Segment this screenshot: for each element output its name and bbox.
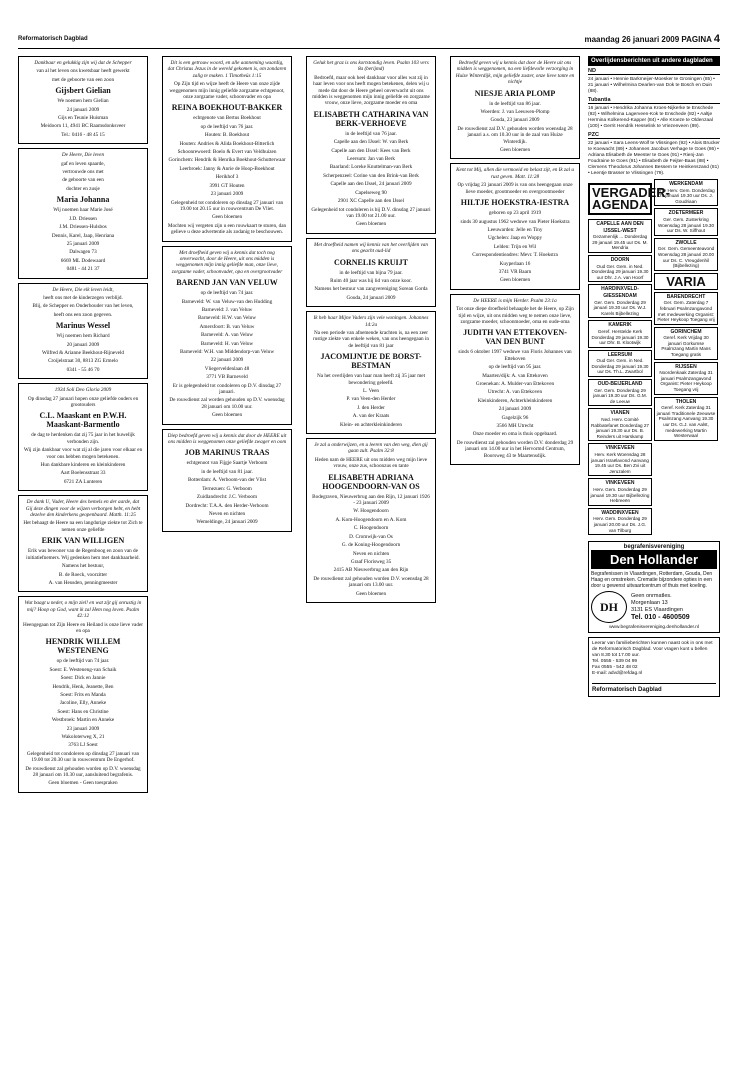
agenda-body: Oud Ger. Gem. in Ned. Donderdag 29 januari 19.30 uur Ds. Th.L. Zwartbol (591, 358, 649, 375)
notice-detail: Leeuwarden: Jelle en Tiny (487, 226, 543, 233)
agenda-item (588, 508, 652, 535)
notice-detail: 3741 VR Baarn (498, 268, 532, 275)
notice-line: gaf en leven spaarde, (61, 160, 105, 167)
agenda-place: WADDINXVEEN (601, 509, 639, 516)
notice-detail: Houten: B. Boekhout (204, 132, 250, 139)
notice-detail: A. van der Kraats (352, 413, 390, 420)
agenda-item (588, 219, 652, 253)
notice-detail: Capelseweg 90 (355, 189, 387, 196)
notice-detail: G. de Koning-Hoogendoorn (341, 542, 401, 549)
notice-name: C.L. Maaskant en P.W.H. Maaskant-Barmentlo (39, 411, 127, 430)
notice-detail: Gouda, 23 januari 2009 (490, 117, 540, 124)
notice-detail: Barneveld: W.H. van Middendorp-van Veluw (179, 349, 275, 355)
notice-line: Op vrijdag 23 januari 2009 is van ons heengegaan onze lieve moeder, grootmoeder en overgrootmoeder (457, 182, 573, 195)
notice-line: De HEERE is mijn Herder. Psalm 23:1a (473, 297, 557, 304)
notice-line: Dit is een getrouw woord, en alle aanneming waardig, dat Christus Jezus in de wereld gekomen is, om zondaren zalig te maken. 1 Timotheüs 1:15 (167, 60, 287, 79)
notice-name: JUDITH VAN ETTEKOVEN-VAN DEN BUNT (463, 328, 567, 347)
notice-detail: Wilfred & Arianne Beekhout-Rijneveld (41, 349, 125, 356)
page-header (18, 33, 720, 49)
death-notice (450, 56, 580, 159)
agenda-body: Ger. Gem. Zaterdag 7 februari Psalmzangavond met medewerking Organist: Pieter Heykoop Toegang vrij (657, 300, 715, 323)
advert-desc: Begrafenissen in Vlaardingen, Rotterdam, Gouda, Den Haag en omstreken. Crematie bijzondere opties in een door u gewenst uitvaartcentrum of thuis met koeling. (591, 571, 713, 590)
notice-name: ERIK VAN WILLIGEN (41, 536, 125, 546)
notice-detail: Dordrecht: T.A.A. den Herder-Verboom (185, 502, 269, 509)
notice-detail: in de leeftijd van 76 jaar. (345, 130, 397, 137)
notice-line: Geluk het graz is ons kortstondig leven. Psalm 103 vers 8a (berijmd) (313, 60, 429, 73)
agenda-place: VINKEVEEN (605, 445, 635, 452)
rd-logo: Reformatorisch Dagblad (592, 683, 716, 693)
notice-detail: Er is gelegenheid tot condoleren op D.V. dinsdag 27 januari. (172, 382, 282, 396)
page-date: maandag 26 januari 2009 PAGINA 4 (584, 33, 720, 45)
agenda-item (588, 478, 652, 505)
paper-title: Reformatorisch Dagblad (18, 36, 88, 42)
notice-detail: Dalwagen 73 (69, 249, 97, 256)
notice-detail: Mochten wij vergeten zijn u een rouwkaart te sturen, dan gelieve u deze advertentie als zodanig te beschouwen. (167, 222, 287, 236)
death-notice (306, 438, 436, 603)
notice-name: Maria Johanna (56, 195, 110, 205)
death-notice (306, 238, 436, 307)
rd-tel: Tel. 0555 - 539 04 99 (592, 659, 638, 665)
death-notice (18, 383, 148, 491)
notice-detail: Amersfoort: B. van Veluw (199, 323, 255, 330)
notice-detail: Kleinkinderen, Achterkleinkinderen (477, 397, 553, 404)
notice-detail: 2415 AB Nieuwerbrug aan den Rijn (333, 567, 409, 574)
notice-detail: Graaf Florisweg 35 (350, 558, 392, 565)
notice-detail: Woerden: J. van Leeuwen-Plomp (480, 109, 550, 116)
notice-line: vertrouwde ons met (62, 169, 104, 176)
notice-line: Tot onze diepe droefheid behaagde het de Heere, op Zijn tijd en wijze, uit ons midden weg te nemen onze lieve, zorgzame moeder, schoonmoeder, oma en oude-oma (456, 306, 574, 325)
addr-3: 3131 ES Vlaardingen (631, 607, 683, 614)
addr-2: Morgenlaan 13 (631, 600, 668, 607)
notice-detail: Baarland: Loreke Knuttelman-van Berk (329, 164, 413, 171)
notice-detail: geboren op 23 april 1919 (488, 210, 542, 217)
agenda-place: BARENDRECHT (666, 293, 706, 300)
notice-detail: Capelle aan den IJssel: Kees van Berk (331, 147, 411, 154)
notice-line: van al het leven ons kwetsbaar heeft gewerkt (36, 68, 130, 75)
notice-detail: Geen bloemen (355, 221, 387, 228)
notice-detail: Dennis, Karel, Jaap, Henriana (51, 232, 115, 239)
notice-line: Met droefheid geven wij u kennis dat toch nog onverwacht, door de Heere, uit ons midden is weggenomen mijn innig geliefde man, onze lieve, zorgzame vader, schoonvader, opa en overgrootvader (171, 249, 283, 275)
agenda-body: Geref. Kerk Zaterdag 31 januari Traditionele Zeeuwse Psalmzang Aanvang 19.30 uur Ds. G.J. van Aalst, medewerking Martin Westerwaal (656, 405, 716, 439)
notice-detail: A. van Heusden, penningmeester (48, 579, 118, 586)
notice-detail: Botterdam: A. Verboom-van der Vlist (187, 477, 267, 484)
notice-detail: in de leeftijd van bijna 79 jaar. (339, 269, 403, 276)
agenda-body: Ned. Herv. Comité Rabbatefanet Donderdag 27 januari 19.30 uur Ds. B. Reinders uit Harskamp (591, 417, 649, 439)
agenda-item (588, 443, 652, 476)
notice-detail: De rouwdienst zal D.V. gehouden worden woensdag 28 januari a.s. om 10.30 uur in de zaal van Huize Winterdijk. (457, 125, 573, 145)
notice-detail: Groenekan: A. Mulder-van Ettekoven (475, 381, 555, 387)
notice-detail: Vliegerveldenlaan 48 (204, 365, 250, 372)
pzc-label: PZC (588, 132, 720, 139)
agenda-body: Gezamenlijk ... Donderdag 29 januari 19.45 uur Ds. M. Mendria (592, 234, 648, 251)
agenda-left (588, 179, 671, 537)
notice-detail: 23 januari 2009 (210, 191, 244, 198)
sidebar (588, 56, 720, 697)
notice-detail: 24 januari 2009 (66, 106, 100, 113)
agenda-place: OUD-BEIJERLAND (597, 381, 643, 388)
notice-line: De dank U, Vader, Heere des hemels en der aarde, dat Gij deze dingen voor de wijzen verborgen hebt, en hebt dezelve den kinderkens geopenbaard. Matth. 11:25 (25, 499, 141, 519)
notice-detail: Houten: Andries & Alida Boekhout-Bitterlich (179, 140, 275, 147)
agenda-body: Herv. Gem. Donderdag 29 januari 20.00 uur Ds. J.G. van Tilburg (593, 516, 647, 533)
death-notice (18, 495, 148, 592)
death-notice (18, 283, 148, 380)
notice-detail: Klein- en achterkleinkinderen (340, 421, 402, 428)
notice-detail: Geen bloemen - Geen toespraken (48, 780, 118, 787)
notice-detail: sinds 6 oktober 1997 weduwe van Floris Johannes van Ettekoven (458, 349, 572, 362)
notice-line: Bedroefd, maar ook heel dankbaar voor alles wat zij in haar leven voor ons heeft mogen betekenen, delen wij u mede dat door de Heere geheel onverwacht uit ons midden is weggenomen mijn innig geliefde en zorgzame vrouw, onze lieve, zorgzame moeder en oma (312, 74, 430, 107)
notice-detail: P. van Veen-den Herder (346, 396, 396, 403)
notice-detail: Neven en nichten (352, 550, 390, 557)
notice-detail: Na het overlijden van haar man heeft zij 35 jaar met bewondering geleefd. (316, 373, 426, 386)
agenda-place: WERKENDAM (669, 181, 703, 187)
notice-line: heeft ons een zoon gegeven. (53, 311, 113, 318)
notice-detail: op de leeftijd van 74 jaar. (200, 290, 254, 297)
notice-detail: 25 januari 2009 (66, 240, 100, 247)
notice-detail: Leerbroek: Janny & Anrie de Hoop-Boekhout (179, 165, 275, 172)
notice-detail: Barneveld: H.W. van Veluw (197, 315, 257, 322)
notice-name: NIESJE ARIA PLOMP (474, 88, 556, 98)
notice-line: Op dinsdag 27 januari hopen onze geliefde ouders en grootouders (27, 395, 139, 408)
advert-den-hollander (588, 541, 720, 633)
agenda-place: VINKEVEEN (605, 480, 635, 487)
notice-detail: 0341 - 55 46 70 (66, 366, 100, 373)
agenda-body: Herv. Gem. Donderdag 29 januari 19.30 uur Bijbellezing Hebreeën (590, 486, 650, 504)
notice-detail: 20 januari 2009 (66, 341, 100, 348)
agenda-place: KAMERIK (608, 322, 632, 329)
notice-name: BAREND JAN VAN VELUW (176, 278, 278, 288)
notice-detail: Bodegraven, Nieuwerbrug aan den Rijn, 12 januari 1926 - 23 januari 2009 (312, 493, 430, 507)
notice-detail: Ruim 40 jaar was hij lid van onze koor. (330, 277, 412, 284)
notice-detail: op de leeftijd van 76 jaar. (200, 123, 254, 130)
notice-detail: Lelden: Trijn en Wil (493, 243, 537, 250)
death-notice (162, 429, 292, 532)
agenda-body: Ger. Gem. Zusterkring Woensdag 28 januari 19.30 uur Ds. W. Silfhout (657, 216, 715, 234)
notice-detail: Onze moeder en oma is thuis opgebaard. (472, 431, 558, 438)
column-3 (306, 56, 436, 607)
agenda-right (654, 179, 718, 537)
notice-detail: Gagelzijk 96 (501, 414, 529, 421)
notice-line: Diep bedroefd geven wij u kennis dat door de HEERE uit ons midden is weggenomen onze geliefde zwager en oom (167, 432, 287, 446)
agenda-item (588, 255, 652, 282)
notice-detail: Correspondentieadres: Mevr. T. Hoekstra (472, 252, 558, 259)
notice-name: HENDRIK WILLEM WESTENENG (45, 637, 121, 656)
notice-line: Bedroefd geven wij u kennis dat door de Heere uit ons midden is weggenomen, na een liefdevolle verzorging in Huize Winterdijk, mijn geliefde zuster, onze lieve tante en nichtje (455, 60, 575, 86)
notice-name: REINA BOEKHOUT-BAKKER (171, 103, 283, 113)
agenda-body: Ger. Gem. Donderdag 29 januari 19.30 uur Ds. W.J. Karels Bijbellezing (593, 299, 647, 316)
notice-detail: C. Hoogendoorn (353, 525, 389, 532)
dh-logo-icon: DH (591, 591, 627, 623)
notice-detail: We noemen hem Gielian (57, 98, 109, 105)
notice-detail: Scherpenzeel: Corine van den Brink-van Berk (323, 172, 419, 179)
notice-line: Dankbaar en gelukkig zijn wij dat de Schepper (34, 60, 132, 66)
addr-1: Geen onrmatles. (631, 593, 672, 600)
notice-detail: Neven en nichten (208, 510, 246, 517)
notice-name: HILTJE HOEKSTRA-IESTRA (460, 198, 570, 208)
notice-line: de geboorte van een (62, 177, 104, 184)
notice-line: Kent tot Mij, allen die vermoeid en belast zijt, en Ik zal u rust geven. Matt. 11:28 (456, 167, 574, 180)
notice-detail: Utrecht: A. van Ettekoven (487, 389, 543, 396)
notice-detail: Barneveld: H. van Veluw (200, 340, 254, 347)
notice-detail: Ternezuen: G. Verboom (202, 485, 252, 492)
advert-url[interactable]: www.begrafenisvereniging.denhollander.nl (609, 625, 699, 631)
notice-detail: Aart Boelensstraat 33 (60, 470, 106, 477)
notice-detail: Leersum: Jan van Berk (347, 156, 395, 163)
agenda-place: HARDINXVELD-GIESSENDAM (601, 286, 639, 299)
notice-detail: Wakoloterweg X, 21 (61, 734, 105, 740)
agenda-item (588, 284, 652, 318)
agenda-item (588, 379, 652, 406)
notice-detail: Namens het bestuur, (61, 563, 105, 570)
notice-detail: 0481 - 44 21 37 (66, 266, 100, 273)
notice-detail: Westbroek: Martin en Anneke (51, 717, 115, 724)
notice-detail: L. Veen (362, 388, 380, 394)
death-notice (450, 163, 580, 289)
agenda-item (654, 397, 718, 441)
notice-detail: Soest: Dick en Jannie (60, 675, 106, 682)
agenda-body: Geref. Herstelde Kerk Donderdag 29 januari 19.30 uur Dhr. B. Klootwijk (591, 328, 649, 346)
notice-line: Het behaagt de Heere na een langdurige ziekte tot Zich te nemen onze geliefde (23, 520, 143, 533)
tubantia-label: Tubantia (588, 97, 720, 104)
notice-detail: Gelegenheid tot condoleren is bij D.V. dinsdag 27 januari van 19.00 tot 21.00 uur. (311, 206, 431, 219)
notice-line: 1934 Soli Deo Gloria 2009 (54, 387, 112, 394)
advert-address (591, 591, 717, 623)
notice-detail: Wemeldinge, 24 januari 2009 (196, 519, 258, 526)
agenda-item (654, 292, 718, 325)
notice-detail: sinds 30 augustus 1962 weduwe van Pieter Hoekstra (460, 218, 570, 225)
notice-detail: 2901 XC Capelle aan den IJssel (337, 198, 405, 205)
nd-text: 24 januari • Hennie Barkmeijer-Moesker te Groningen (85) • 21 januari • Wilhelmina Dearlen-van Dok te Bosch en Duin (88). (588, 77, 715, 94)
notice-detail: 24 januari 2009 (498, 406, 532, 413)
notice-detail: 6669 ML Dodewaard (60, 257, 106, 264)
service-title: Overlijdensberichten uit andere dagbladen (588, 56, 720, 66)
notice-detail: Soest: Hans en Christine (57, 708, 109, 715)
agenda-item (588, 350, 652, 377)
notice-detail: 3991 GT Houten (209, 182, 245, 189)
agenda-body: Geref. Kerk Vrijdag 30 januari Gorkumse Psalmzang Martin Mans Toegang gratis (661, 335, 711, 358)
notice-detail: Wij noemen hem Richard (56, 333, 110, 340)
agenda-item (588, 320, 652, 347)
notice-detail: J.M. Driessen-Hulsbos (59, 224, 107, 231)
notice-detail: Geen bloemen (499, 277, 531, 284)
notice-detail: D. Cromwijk-van Os (349, 533, 393, 540)
advert-top: begrafenisvereniging (623, 544, 685, 551)
death-notice (18, 148, 148, 278)
notice-name: JACOMIJNTJE DE BORST-BESTMAN (320, 352, 422, 371)
agenda-place: DOORN (610, 256, 630, 263)
agenda-place: LEERSUM (607, 351, 633, 358)
notice-detail: 23 januari 2009 (66, 725, 100, 732)
notice-detail: Soest: Frits en Manda (60, 691, 106, 698)
tubantia-text: 16 januari • Hendrika Johanna Kroes-Nijkerke te Enschede (92) • Wilhelmina Lagerveen-Kok te Enschede (82) • Aaltje Hermina Kolkerend-Kapper (84) • Alle Kroeze te Oldenzaal (100) • Gerrit Hendrik Hesselink te Vriezenveen (89). (588, 106, 714, 129)
notice-line: Wat baagt u neder, o mijn ziel! en wat zijt gij onrustig in mij? Hoop op God, want ik zal Hem nog loven. Psalm 42:12 (24, 600, 142, 620)
death-notice (162, 56, 292, 242)
notice-detail: Gijs en Teunie Huisman (57, 115, 109, 122)
advert-tel: Tel. 010 - 4600509 (631, 614, 690, 622)
notice-detail: Gelegenheid tot condoleren op dinsdag 27 januari van 19.00 tot 20.30 uur in rouwcentrum De Engerhof. (26, 750, 140, 764)
notice-detail: Hun dankbare kinderen en kleinkinderen (40, 462, 126, 469)
notice-detail: Zuidlandrecht: J.C. Verboom (196, 494, 258, 501)
agenda-place: GORINCHEM (670, 328, 702, 335)
notice-line: Blij, de Schepper en Onderhouder van het leven, (32, 303, 134, 310)
notice-detail: Maarten/dijk: A. van Ettekoven (482, 372, 548, 379)
notice-detail: Herikhof 3 (215, 174, 239, 181)
notice-line: Op Zijn tijd en wijze heeft de Heere van onze zijde weggenomen mijn innig geliefde zorgzame echtgenoot, onze zorgzame vader, schoonvader en opa (169, 81, 285, 101)
notice-detail: Barneveld: A. van Veluw (200, 332, 254, 339)
notice-detail: Barneveld: J. van Veluw (201, 306, 253, 313)
notice-detail: J. den Herder (357, 404, 385, 411)
death-notice (18, 56, 148, 144)
death-notice (450, 294, 580, 465)
agenda-item (654, 179, 718, 206)
agenda-place: CAPELLE AAN DEN IJSSEL-WEST (596, 221, 644, 234)
notice-detail: Gouda, 24 januari 2009 (346, 294, 396, 301)
notice-detail: Geen bloemen (499, 147, 531, 154)
notice-detail: Ugchelen: Jaap en Woppy (487, 235, 543, 242)
notice-detail: op de leeftijd van 95 jaar. (488, 364, 542, 371)
notice-name: ELISABETH ADRIANA HOOGENDOORN-VAN OS (322, 472, 420, 491)
agenda-body: Noordenkaak Zaterdag 31 januari Psalmzangavond Organist: Pieter Heykoop Toegang vrij (659, 370, 713, 393)
rd-contact (588, 637, 720, 697)
notice-detail: Geen bloemen (211, 412, 243, 419)
agenda-body: Oud Ger. Gem. in Ned. Donderdag 29 januari 19.30 uur Dhr. J.A. van Hoorf (591, 263, 649, 280)
advert-name: Den Hollander (591, 550, 717, 569)
notice-detail: Capelle aan den IJssel, 24 januari 2009 (330, 181, 412, 188)
rd-text: Leerar van familieberichten kunnen naast ook in ons met de Reformatorisch Dagblad. Voor vragen kunt u bellen van 8.30 tot 17.00 uur. (592, 641, 713, 659)
notice-line: met de geboorte van een zoon (51, 76, 115, 83)
death-notice (306, 311, 436, 434)
notice-detail: Gelegenheid tot condoleren op dinsdag 27 januari van 19.00 tot 20.15 uur in rouwcentrum De Vliet. (170, 199, 284, 212)
agenda-item (654, 208, 718, 235)
death-notice (306, 56, 436, 234)
notice-line: De Heere, Die leven (61, 152, 105, 159)
notice-detail: A. Kom-Hoogendoorn en A. Kom (335, 516, 407, 523)
notice-line: Ik heb haar Mijne Vaders zijn vele woningen. Johannes 14:2a (313, 315, 429, 328)
notice-detail: De rouwdienst zal gehouden worden D.V. donderdag 29 januari om 14.00 uur in het Hervormd Centrum, Boorsweg 43 te Maartensdijk. (456, 439, 574, 459)
death-notice (18, 596, 148, 793)
notice-detail: J.D. Driessen (69, 215, 97, 222)
notice-detail: 3771 VB Barneveld (206, 374, 248, 381)
notice-detail: echtgenoot van Fijgje Saartje Verboom (186, 460, 268, 467)
notice-detail: 3566 MH Utrecht (496, 423, 534, 430)
column-4 (450, 56, 580, 469)
notice-detail: in de leeftijd van 86 jaar. (489, 100, 541, 107)
agenda-body: Vrije Herv. Gem. Donderdag 29 januari 19.30 uur Ds. J. Goudriaan (657, 187, 715, 204)
agenda-body: Herv. Kerk Woensdag 28 januari Israëlavond Aanvang 19.45 uur Ds. Ben Zvi uit Jeruzalem (591, 452, 649, 474)
death-notice (162, 246, 292, 425)
notice-detail: echtgenote van Bertus Boekhout (193, 115, 261, 122)
notice-detail: Hendrik, Henk, Jeanette, Ben (52, 683, 114, 690)
agenda-place: VIANEN (610, 410, 630, 417)
column-1 (18, 56, 148, 797)
notice-detail: Tel.: 0416 - 48 45 15 (61, 131, 105, 138)
notice-detail: W. Hoogendoorn (353, 508, 389, 515)
notice-detail: in de leeftijd van 81 jaar. (201, 468, 253, 475)
notice-detail: De rouwdienst zal gehouden worden op D.V. woensdag 28 januari om 10.30 uur, aansluitend begrafenis. (25, 765, 141, 779)
agenda-title: VERGADER-AGENDA (588, 183, 652, 215)
notice-line: Met droefheid namen wij kennis van het overlijden van ons geacht oud-lid (314, 241, 428, 255)
notice-detail: de dag te herdenken dat zij 75 jaar in het huwelijk verbonden zijn. (31, 432, 135, 445)
notice-name: Gijsbert Gielian (55, 86, 111, 96)
nd-label: ND (588, 68, 720, 75)
agenda-body: Ger. Gem. Gemeenteavond Woensdag 28 januari 20.00 uur Ds. C. Vreugdenhil (Bijbellezing) (657, 246, 715, 269)
notice-detail: De rouwdienst zal gehouden worden D.V. woensdag 28 januari om 13.00 uur. (313, 575, 429, 589)
notice-detail: Geen bloemen (211, 214, 243, 221)
rd-mail[interactable]: E-mail: advd@refdag.nl (592, 671, 643, 677)
notice-detail: Wij noemen haar Marie José (53, 207, 113, 214)
agenda-place: RIJSSEN (675, 363, 697, 370)
pzc-text: 22 januari • Sara Leens-Wolf te Vlissingen (92) • Alois Brucker te Koewacht (89) • Johannes Jacobus Verhage te Goes (86) • Adriana Elisabeth de Meester te Goes (91) • Rienj-Jan Foudraine te Goes (91) • Elisabeth de Feijter-Baas (88) • Clemens Theodorus Johannes Bessem te Heinkenszand (81) • Leentje Brasser te Vlissingen (79). (588, 141, 720, 176)
notice-detail: Namens het bestuur van zangvereniging Sorean Gorda (314, 286, 428, 293)
notice-detail: op de leeftijd van 74 jaar. (56, 658, 110, 665)
notice-line: dochter en zusje (66, 185, 100, 192)
agenda-place: THOLEN (675, 398, 697, 405)
notice-detail: Geen bloemen (355, 590, 387, 597)
notice-line: Heden nam de HEERE uit ons midden weg mijn lieve vrouw, onze zus, schoonzus en tante (314, 456, 428, 470)
agenda-item (654, 327, 718, 360)
varia-title: VARIA (654, 273, 718, 290)
agenda-place: ZOETERMEER (668, 210, 704, 217)
agenda-item (588, 408, 652, 441)
notice-detail: 3763 LJ Soest (68, 742, 98, 749)
notice-detail: Wij zijn dankbaar voor wat zij al die jaren voor elkaar en voor ons hebben mogen betekenen. (23, 447, 143, 460)
notice-detail: De rouwdienst zal worden gehouden op D.V. woensdag 28 januari om 10.00 uur. (169, 397, 285, 410)
notice-line: Heengegaan tot Zijn Heere en Heiland is onze lieve vader en opa (23, 621, 143, 634)
notice-name: CORNELIS KRUIJT (333, 257, 408, 267)
agenda-grid (588, 179, 720, 537)
notice-detail: Meidoorn 11, 4941 BC Raamsdonksveer (40, 123, 126, 130)
notice-detail: Kuyperlaan 16 (499, 260, 531, 267)
notice-name: ELISABETH CATHARINA VAN BERK-VERHOEVE (313, 109, 429, 128)
notice-detail: Croijelstraat 30, 8813 ZG Ermelo (48, 358, 118, 365)
notice-detail: Soest: E. Westeneng-van Schaik (49, 666, 117, 673)
notice-detail: 6721 ZA Lunteren (63, 478, 103, 485)
notice-line: Na een periode van afnemende krachten is, na een zeer rustige ziekte van enkele weken, van ons heengegaan in de leeftijd van 81 jaar (313, 329, 429, 349)
column-2 (162, 56, 292, 536)
notice-name: Marinus Wessel (55, 321, 111, 331)
agenda-item (654, 362, 718, 395)
notice-detail: Schoonrewoerd: Boelo & Evert van Veldhuizen (177, 149, 277, 156)
notice-line: De Heere, Die elk leven leidt, (52, 286, 114, 293)
rd-fax: Fax 0555 - 542 48 02 (592, 665, 638, 671)
notice-detail: B. de Roeck, voorzitter (58, 571, 108, 578)
notice-detail: 22 januari 2009 (210, 357, 244, 364)
notice-detail: Jacoline, Elly, Anneke (59, 700, 107, 707)
notice-name: JOB MARINUS TRAAS (184, 448, 270, 458)
notice-line: Je zal u onderwijzen, en u leeren van den weg, dien gij gaan zult. Psalm 32:8 (314, 442, 428, 455)
agenda-place: ZWOLLE (675, 239, 697, 246)
notice-detail: Capelle aan den IJssel: W. van Berk (333, 139, 409, 146)
agenda-item (654, 238, 718, 271)
notice-detail: Barneveld: W. van Veluw-van den Hudding (181, 298, 273, 305)
notice-detail: Gorinchem: Hendrik & Henrika Boekhout-Schutterwaar (168, 157, 286, 164)
notice-detail: Erik was bewoner van de Regenboog en zoon van de initiatiefnemers. Wij gedenken hem met dankbaarheid. (26, 548, 140, 561)
notice-line: heeft ons met de kinderzegen verblijd. (43, 294, 123, 301)
agenda-body: Ger. Gem. Donderdag 29 januari 19.30 uur Ds. G.M. de Leeuw (593, 387, 647, 404)
